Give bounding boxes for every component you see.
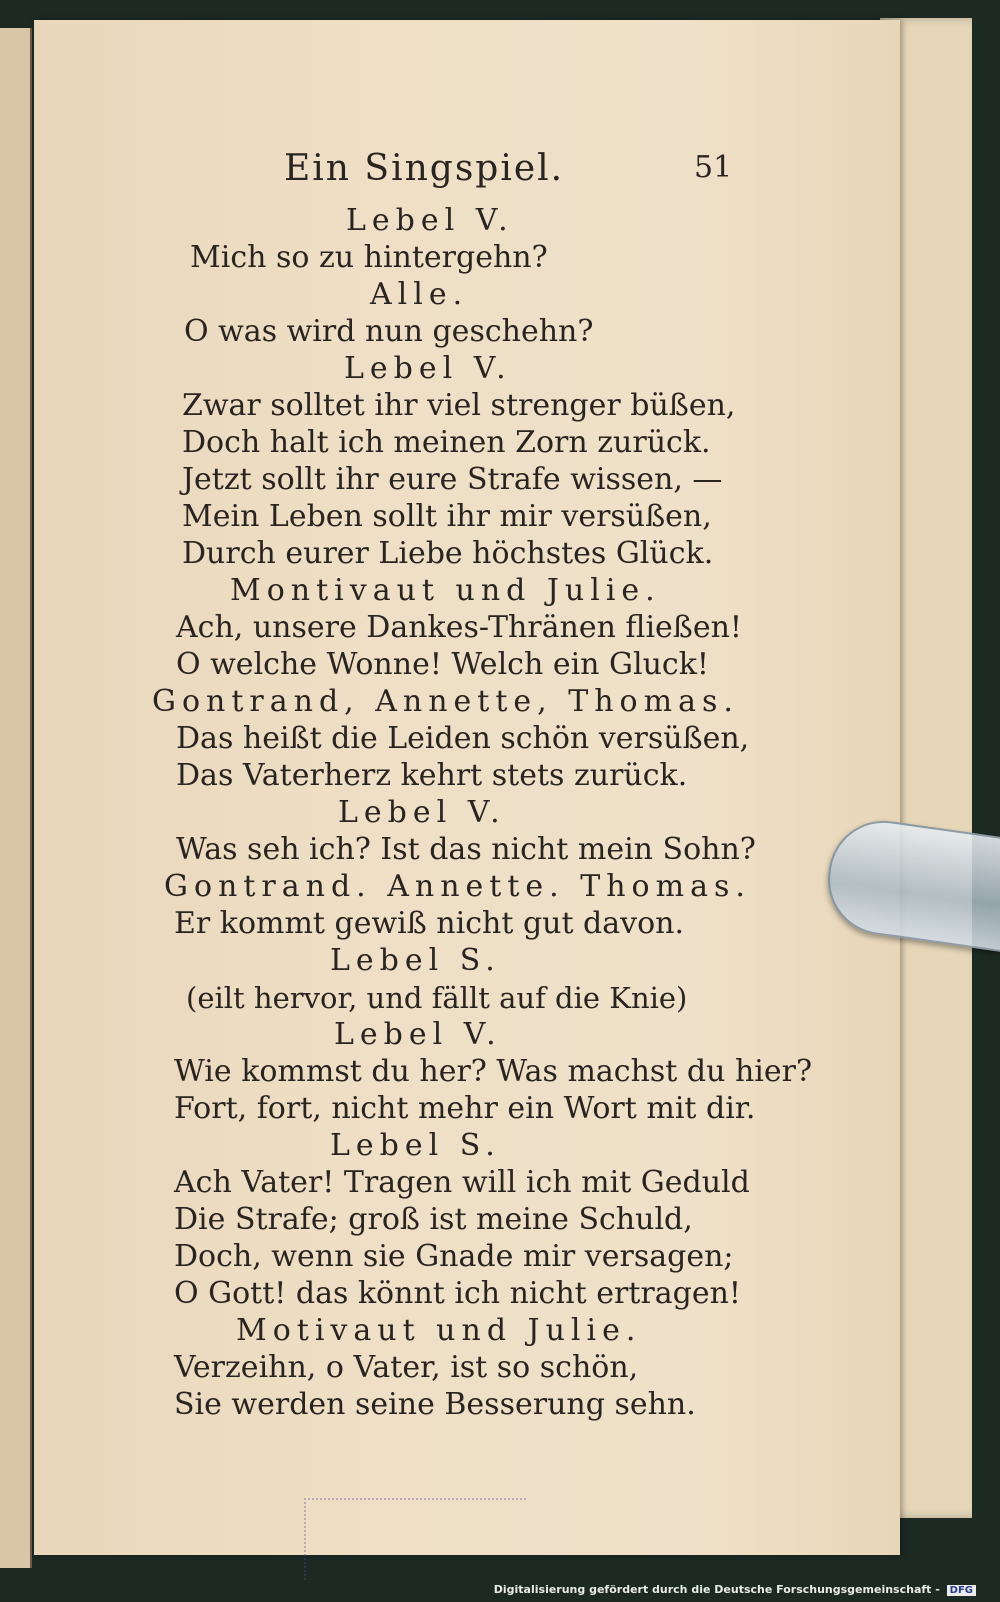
verse-line: Sie werden seine Besserung sehn. <box>174 1387 696 1422</box>
library-stamp-trace <box>304 1498 526 1580</box>
speaker-line: Motivaut und Julie. <box>236 1313 642 1348</box>
verse-line: Verzeihn, o Vater, ist so schön, <box>174 1350 639 1385</box>
speaker-line: Alle. <box>370 277 469 312</box>
verse-line: Ach Vater! Tragen will ich mit Geduld <box>174 1165 750 1200</box>
running-title: Ein Singspiel. <box>284 148 565 189</box>
verse-line: O Gott! das könnt ich nicht ertragen! <box>174 1276 741 1311</box>
verse-line: Mein Leben sollt ihr mir versüßen, <box>182 499 712 534</box>
verse-line: Das Vaterherz kehrt stets zurück. <box>176 758 688 793</box>
verse-line: Das heißt die Leiden schön versüßen, <box>176 721 750 756</box>
verse-line: Er kommt gewiß nicht gut davon. <box>174 906 685 941</box>
speaker-line: Lebel V. <box>344 351 512 386</box>
speaker-line: Lebel S. <box>330 1128 501 1163</box>
verse-line: O welche Wonne! Welch ein Gluck! <box>176 647 709 682</box>
dfg-logo: DFG <box>947 1585 976 1596</box>
verse-line: Zwar solltet ihr viel strenger büßen, <box>182 388 736 423</box>
credit-text: Digitalisierung gefördert durch die Deutsche Forschungsgemeinschaft - <box>493 1583 940 1596</box>
speaker-line: Gontrand, Annette, Thomas. <box>152 684 739 719</box>
digitization-credit <box>494 1583 976 1596</box>
verse-line: Wie kommst du her? Was machst du hier? <box>174 1054 813 1089</box>
verse-line: Fort, fort, nicht mehr ein Wort mit dir. <box>174 1091 756 1126</box>
stage-direction: (eilt hervor, und fällt auf die Knie) <box>186 981 688 1015</box>
page-number: 51 <box>694 150 733 185</box>
verse-line: Was seh ich? Ist das nicht mein Sohn? <box>176 832 756 867</box>
verse-line: Ach, unsere Dankes-Thränen fließen! <box>176 610 742 645</box>
speaker-line: Montivaut und Julie. <box>230 573 661 608</box>
speaker-line: Lebel V. <box>346 203 514 238</box>
facing-page-edge <box>0 28 32 1568</box>
verse-line: O was wird nun geschehn? <box>184 314 594 349</box>
speaker-line: Lebel V. <box>334 1017 502 1052</box>
speaker-line: Gontrand. Annette. Thomas. <box>164 869 751 904</box>
verse-line: Doch, wenn sie Gnade mir versagen; <box>174 1239 734 1274</box>
page-header <box>34 148 900 194</box>
verse-line: Doch halt ich meinen Zorn zurück. <box>182 425 711 460</box>
verse-line: Jetzt sollt ihr eure Strafe wissen, — <box>182 462 723 497</box>
speaker-line: Lebel V. <box>338 795 506 830</box>
book-page <box>34 20 900 1555</box>
speaker-line: Lebel S. <box>330 943 501 978</box>
verse-line: Die Strafe; groß ist meine Schuld, <box>174 1202 693 1237</box>
verse-line: Durch eurer Liebe höchstes Glück. <box>182 536 714 571</box>
verse-line: Mich so zu hintergehn? <box>190 240 548 275</box>
